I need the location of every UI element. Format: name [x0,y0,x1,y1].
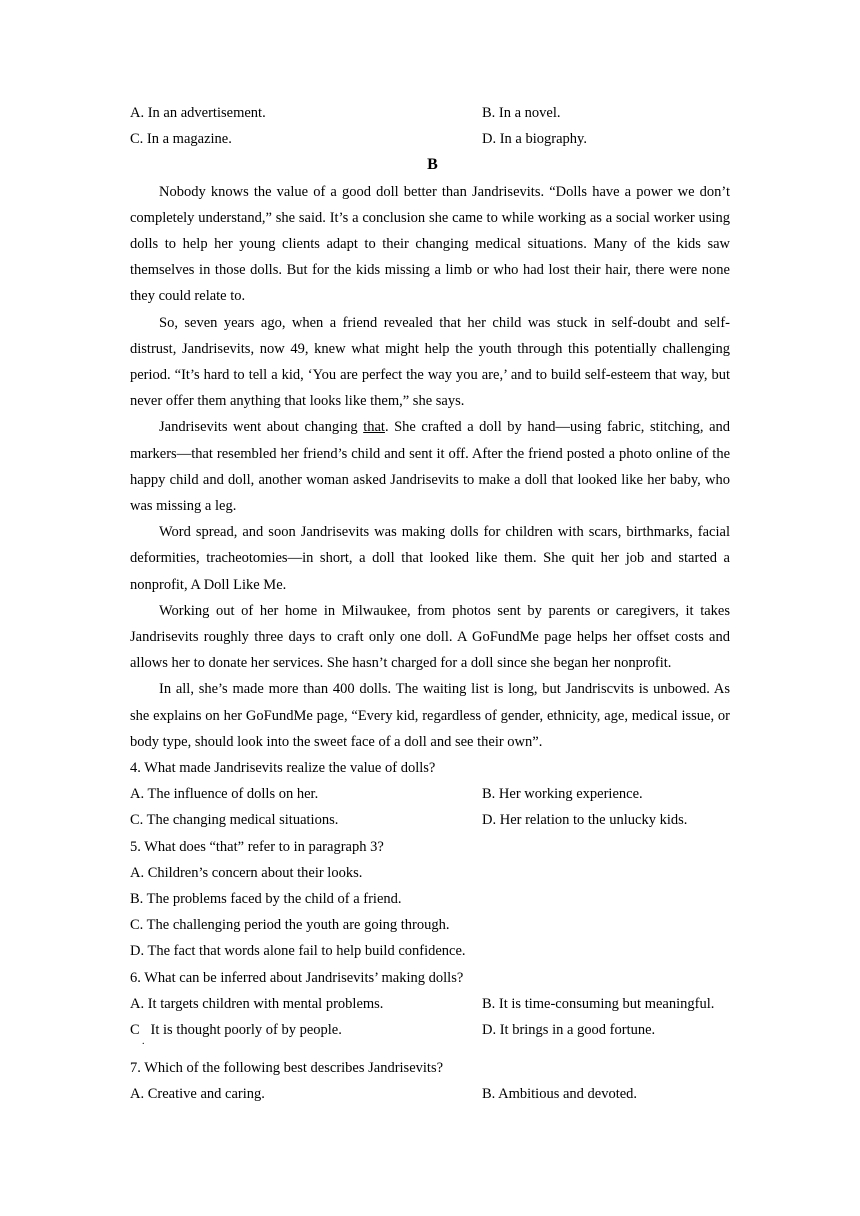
paragraph-4: Word spread, and soon Jandrisevits was making dolls for children with scars, birthmarks, facial deformities, tracheotomies—in short, a doll that looked like them. She quit her job and started a nonprofit, A Doll Like Me. [130,524,730,593]
question-6-options-row-1 [130,991,735,1017]
question-4-option-a: A. The influence of dolls on her. [130,786,319,803]
passage [130,179,730,755]
question-4-option-c: C. The changing medical situations. [130,812,339,829]
question-5-option-b: B. The problems faced by the child of a friend. [130,890,402,907]
question-4-options-row-2 [130,807,735,833]
question-6-option-d: D. It brings in a good fortune. [482,1021,656,1038]
prev-options-row-2 [130,126,735,152]
question-4-options-row-1 [130,781,735,807]
question-6-option-a: A. It targets children with mental problems. [130,995,384,1012]
prev-option-d: D. In a biography. [482,131,587,148]
paragraph-3 [130,414,730,519]
question-5-option-d: D. The fact that words alone fail to help build confidence. [130,943,466,960]
section-heading: B [427,156,438,174]
paragraph-5: Working out of her home in Milwaukee, from photos sent by parents or caregivers, it takes Jandrisevits roughly three days to craft only one doll. A GoFundMe page helps her offset costs and allows her to donate her services. She hasn’t charged for a doll since she began her nonprofit. [130,602,730,672]
paragraph-1: Nobody knows the value of a good doll better than Jandrisevits. “Dolls have a power we don’t completely understand,” she said. It’s a conclusion she came to while working as a social worker using dolls to help her young clients adapt to their changing medical situations. Many of the kids saw themselves in those dolls. But for the kids missing a limb or who had lost their hair, there were none they could relate to. [130,183,730,305]
prev-options-row-1 [130,100,735,126]
prev-option-b: B. In a novel. [482,105,561,121]
question-5-stem: 5. What does “that” refer to in paragraph 3? [130,838,384,855]
question-6-stem: 6. What can be inferred about Jandrisevits’ making dolls? [130,969,464,986]
paragraph-3-rest: . She crafted a doll by hand—using fabric, stitching, and markers—that resembled her friend’s child and sent it off. After the friend posted a photo online of the happy child and doll, another woman asked Jandrisevits to make a doll that looked like her baby, who was missing a leg. [130,419,731,514]
question-7-stem: 7. Which of the following best describes Jandrisevits? [130,1060,444,1077]
question-6-option-b: B. It is time-consuming but meaningful. [482,995,715,1012]
question-6-options-row-2 [130,1017,735,1043]
prev-option-a: A. In an advertisement. [130,105,266,121]
paragraph-2: So, seven years ago, when a friend revealed that her child was stuck in self-doubt and self-distrust, Jandrisevits, now 49, knew what might help the youth through this potentially challenging period. “It’s hard to tell a kid, ‘You are perfect the way you are,’ and to build self-esteem that way, but never offer them anything that looks like them,” she says. [130,314,730,410]
underlined-that: that [363,419,385,436]
question-7-option-b: B. Ambitious and devoted. [482,1086,638,1103]
question-5-option-c: C. The challenging period the youth are going through. [130,917,450,934]
question-4-option-d: D. Her relation to the unlucky kids. [482,812,688,829]
stray-dot: . [142,1036,145,1048]
paragraph-6: In all, she’s made more than 400 dolls. The waiting list is long, but Jandriscvits is unbowed. As she explains on her GoFundMe page, “Every kid, regardless of gender, ethnicity, age, medical issue, or body type, should look into the sweet face of a doll and see their own”. [130,681,730,750]
question-7-options-row-1 [130,1081,735,1107]
exam-page [130,100,735,1107]
question-5-option-a: A. Children’s concern about their looks. [130,864,363,881]
question-7-option-a: A. Creative and caring. [130,1086,265,1103]
stray-mark-row [130,1036,735,1055]
prev-option-c: C. In a magazine. [130,131,232,148]
question-4-option-b: B. Her working experience. [482,786,643,803]
question-4-stem: 4. What made Jandrisevits realize the value of dolls? [130,760,436,777]
question-6-option-c: C It is thought poorly of by people. [130,1021,342,1038]
paragraph-3-start: Jandrisevits went about changing [159,419,364,436]
